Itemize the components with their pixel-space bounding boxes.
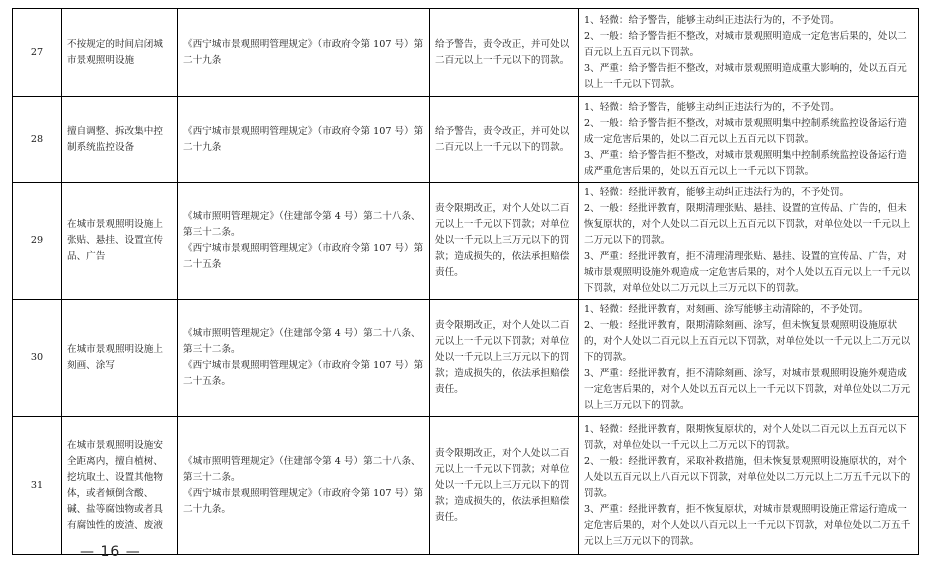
penalty-provision: 责令限期改正，对个人处以二百元以上一千元以下罚款；对单位处以一千元以上三万元以下的罚款；造成损失的，依法承担赔偿责任。 [430,183,579,300]
row-number: 30 [13,300,62,417]
discretion-standards [579,300,919,417]
standard-general: 2、一般：经批评教育，限期清除刻画、涂写，但未恢复景观照明设施原状的，对个人处以二百元以上五百元以下罚款，对单位处以一千元以上二万元以下的罚款。 [584,320,911,363]
table-row [13,9,919,97]
table-row [13,183,919,300]
penalty-provision: 给予警告，责令改正，并可处以二百元以上一千元以下的罚款。 [430,97,579,183]
violation-description: 在城市景观照明设施上刻画、涂写 [62,300,178,417]
legal-basis [178,300,430,417]
discretion-standards [579,97,919,183]
discretion-standards [579,9,919,97]
legal-basis [178,9,430,97]
legal-basis-line: 《西宁城市景观照明管理规定》（市政府令第 107 号）第二十九条。 [183,487,424,515]
table-row [13,417,919,555]
legal-basis [178,417,430,555]
violation-description: 不按规定的时间启闭城市景观照明设施 [62,9,178,97]
row-number: 27 [13,9,62,97]
page-number: — 16 — [80,544,141,560]
discretion-standards [579,183,919,300]
row-number: 29 [13,183,62,300]
legal-basis [178,183,430,300]
standard-general: 2、一般：给予警告拒不整改，对城市景观照明造成一定危害后果的，处以二百元以上五百元以下罚款。 [584,30,907,58]
standard-minor: 1、轻微：经批评教育，限期恢复原状的，对个人处以二百元以上五百元以下罚款，对单位处以一千元以上二万元以下的罚款。 [584,423,907,451]
legal-basis-line: 《城市照明管理规定》（住建部令第 4 号）第二十八条、第三十二条。 [183,211,421,238]
row-number: 28 [13,97,62,183]
legal-basis [178,97,430,183]
penalty-provision: 责令限期改正，对个人处以二百元以上一千元以下罚款；对单位处以一千元以上三万元以下的罚款；造成损失的，依法承担赔偿责任。 [430,300,579,417]
standard-minor: 1、轻微：给予警告，能够主动纠正违法行为的，不予处罚。 [584,14,840,26]
violation-description: 在城市景观照明设施上张贴、悬挂、设置宣传品、广告 [62,183,178,300]
legal-basis-line: 《西宁城市景观照明管理规定》（市政府令第 107 号）第二十九条 [183,125,424,153]
row-number: 31 [13,417,62,555]
legal-basis-line: 《西宁城市景观照明管理规定》（市政府令第 107 号）第二十九条 [183,38,424,66]
discretion-standards [579,417,919,555]
legal-basis-line: 《城市照明管理规定》（住建部令第 4 号）第二十八条、第三十二条。 [183,328,421,355]
penalty-provision: 给予警告，责令改正，并可处以二百元以上一千元以下的罚款。 [430,9,579,97]
standard-serious: 3、严重：经批评教育，拒不恢复原状，对城市景观照明设施正常运行造成一定危害后果的，对个人处以八百元以上一千元以下罚款，对单位处以二万五千元以上三万元以下的罚款。 [584,503,911,547]
standard-serious: 3、严重：经批评教育，拒不清理清理张贴、悬挂、设置的宣传品、广告，对城市景观照明设施外观造成一定危害后果的，对个人处以五百元以上一千元以下罚款，对单位处以二万元以上三万元以下的罚款。 [584,251,911,294]
violation-description: 在城市景观照明设施安全距离内，擅自植树、挖坑取土、设置其他物体，或者倾倒含酸、碱、盐等腐蚀物或者具有腐蚀性的废渣、废液 [62,417,178,555]
legal-basis-line: 《西宁城市景观照明管理规定》（市政府令第 107 号）第二十五条。 [183,360,424,387]
standard-general: 2、一般：给予警告拒不整改，对城市景观照明集中控制系统监控设备运行造成一定危害后果的，处以二百元以上五百元以下罚款。 [584,117,907,145]
penalty-provision: 责令限期改正，对个人处以二百元以上一千元以下罚款；对单位处以一千元以上三万元以下的罚款；造成损失的，依法承担赔偿责任。 [430,417,579,555]
standard-minor: 1、轻微：经批评教育，能够主动纠正违法行为的，不予处罚。 [584,187,850,198]
standard-serious: 3、严重：给予警告拒不整改，对城市景观照明集中控制系统监控设备运行造成严重危害后果的，处以五百元以上一千元以下罚款。 [584,149,907,177]
standard-serious: 3、严重：经批评教育，拒不清除刻画、涂写，对城市景观照明设施外观造成一定危害后果的，对个人处以五百元以上一千元以下罚款，对单位处以二万元以上三万元以下的罚款。 [584,368,911,411]
legal-basis-line: 《西宁城市景观照明管理规定》（市政府令第 107 号）第二十五条 [183,243,424,270]
table-row [13,300,919,417]
standard-minor: 1、轻微：经批评教育，对刻画、涂写能够主动清除的，不予处罚。 [584,304,869,315]
legal-basis-line: 《城市照明管理规定》（住建部令第 4 号）第二十八条、第三十二条。 [183,455,421,483]
standard-general: 2、一般：经批评教育，采取补救措施，但未恢复景观照明设施原状的，对个人处以五百元以上八百元以下罚款，对单位处以二万元以上二万五千元以下的罚款。 [584,455,911,499]
standard-general: 2、一般：经批评教育，限期清理张贴、悬挂、设置的宣传品、广告的，但未恢复原状的，对个人处以二百元以上五百元以下罚款，对单位处以一千元以上二万元以下的罚款。 [584,203,911,246]
standard-serious: 3、严重：给予警告拒不整改，对城市景观照明造成重大影响的，处以五百元以上一千元以下罚款。 [584,62,907,90]
penalty-standards-table [12,8,919,555]
table-row [13,97,919,183]
violation-description: 擅自调整、拆改集中控制系统监控设备 [62,97,178,183]
standard-minor: 1、轻微：给予警告，能够主动纠正违法行为的，不予处罚。 [584,101,840,113]
